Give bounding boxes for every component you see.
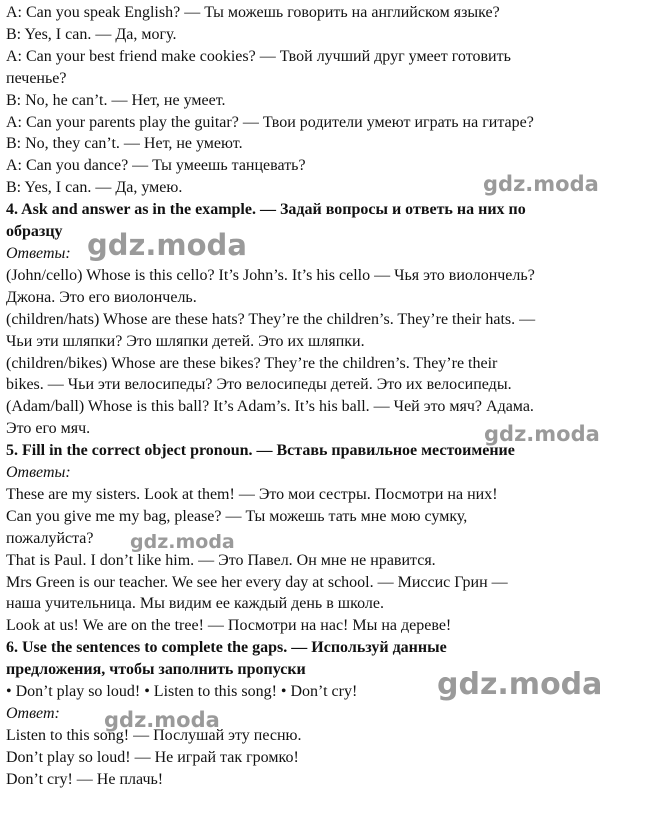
text-line: Джона. Это его виолончель. [6,288,197,306]
text-line: That is Paul. I don’t like him. — Это Павел. Он мне не нравится. [6,551,436,569]
text-line: Don’t play so loud! — Не играй так громко! [6,748,299,766]
text-line: Can you give me my bag, please? — Ты можешь тать мне мою сумку, [6,507,468,525]
text-line: Don’t cry! — Не плачь! [6,770,164,788]
document-page [6,2,654,791]
answers-label: Ответы: [6,244,71,262]
text-line: bikes. — Чьи эти велосипеды? Это велосипеды детей. Это их велосипеды. [6,376,512,394]
exercise-heading: 5. Fill in the correct object pronoun. — Вставь правильное местоимение [6,442,515,460]
answers-label: Ответы: [6,464,71,482]
text-line: A: Can your best friend make cookies? — Твой лучший друг умеет готовить [6,47,511,65]
exercise-heading: предложения, чтобы заполнить пропуски [6,661,306,679]
watermark-3: gdz.moda [484,422,600,446]
text-line: (children/hats) Whose are these hats? They’re the children’s. They’re their hats. — [6,310,536,328]
text-line: (children/bikes) Whose are these bikes? They’re the children’s. They’re their [6,354,498,372]
watermark-4: gdz.moda [130,531,235,553]
exercise-heading: 6. Use the sentences to complete the gaps. — Используй данные [6,639,447,657]
watermark-2: gdz.moda [87,228,247,262]
text-line: These are my sisters. Look at them! — Это мои сестры. Посмотри на них! [6,485,498,503]
text-line: наша учительница. Мы видим ее каждый день в школе. [6,595,384,613]
exercise-heading: 4. Ask and answer as in the example. — Задай вопросы и ответь на них по [6,201,526,219]
text-line: • Don’t play so loud! • Listen to this song! • Don’t cry! [6,683,358,701]
watermark-1: gdz.moda [483,172,599,196]
text-line: Mrs Green is our teacher. We see her every day at school. — Миссис Грин — [6,573,508,591]
text-line: Listen to this song! — Послушай эту песню. [6,726,302,744]
answers-label: Ответ: [6,705,60,722]
text-line: печенье? [6,69,67,87]
text-line: B: No, he can’t. — Нет, не умеет. [6,91,226,109]
text-line: Look at us! We are on the tree! — Посмотри на нас! Мы на дереве! [6,617,452,635]
text-line: Это его мяч. [6,420,91,438]
text-line: Чьи эти шляпки? Это шляпки детей. Это их шляпки. [6,332,365,350]
watermark-6: gdz.moda [104,708,220,732]
text-line: B: Yes, I can. — Да, умею. [6,179,183,197]
watermark-5: gdz.moda [437,667,603,702]
text-line: B: Yes, I can. — Да, могу. [6,25,177,43]
text-line: B: No, they can’t. — Нет, не умеют. [6,135,243,153]
text-line: A: Can you speak English? — Ты можешь говорить на английском языке? [6,4,500,21]
text-line: (John/cello) Whose is this cello? It’s John’s. It’s his cello — Чья это виолончель? [6,266,535,284]
text-line: пожалуйста? [6,529,94,547]
exercise-heading: образцу [6,223,63,241]
text-line: (Adam/ball) Whose is this ball? It’s Adam’s. It’s his ball. — Чей это мяч? Адама. [6,398,534,416]
text-line: A: Can your parents play the guitar? — Твои родители умеют играть на гитаре? [6,113,534,131]
text-line: A: Can you dance? — Ты умеешь танцевать? [6,157,306,175]
